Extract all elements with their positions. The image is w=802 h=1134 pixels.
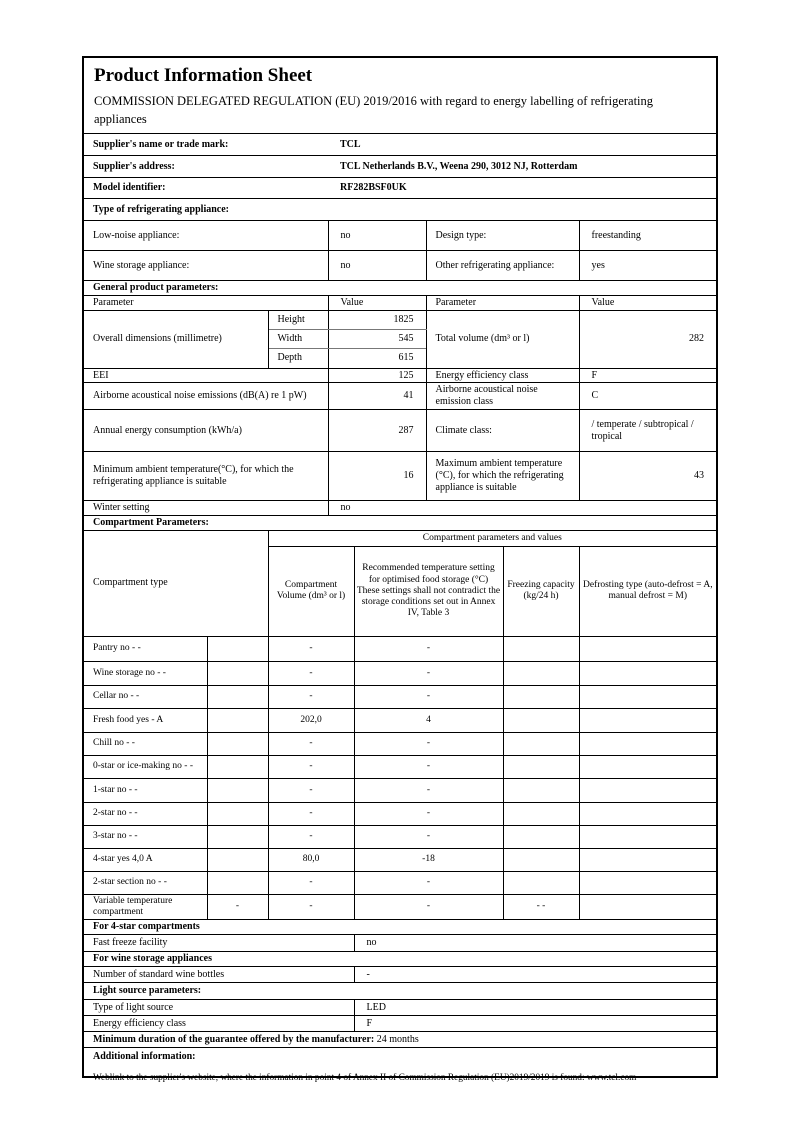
compartment-temp-cell: - bbox=[354, 685, 503, 708]
max-ambient-temp-label: Maximum ambient temperature (°C), for which the refrigerating appliance is suitable bbox=[426, 452, 579, 501]
compartment-defrost-cell bbox=[579, 778, 716, 802]
compartment-type-cell: Chill no - - bbox=[84, 732, 207, 755]
column-header-value-1: Value bbox=[328, 295, 426, 310]
compartment-type-cell: 0-star or ice-making no - - bbox=[84, 755, 207, 778]
other-appliance-label: Other refrigerating appliance: bbox=[426, 251, 579, 281]
compartment-row-4-star bbox=[84, 848, 716, 871]
compartment-row-0-star bbox=[84, 755, 716, 778]
compartment-sub-cell bbox=[207, 636, 268, 661]
compartment-defrost-cell bbox=[579, 802, 716, 825]
compartment-type-cell: 4-star yes 4,0 A bbox=[84, 848, 207, 871]
compartment-volume-cell: - bbox=[268, 755, 354, 778]
compartment-temp-cell: - bbox=[354, 825, 503, 848]
total-volume-label: Total volume (dm³ or l) bbox=[426, 310, 579, 368]
light-energy-class-label: Energy efficiency class bbox=[84, 1016, 354, 1032]
table-row bbox=[84, 935, 716, 952]
compartment-row-cellar bbox=[84, 685, 716, 708]
compartment-volume-cell: - bbox=[268, 636, 354, 661]
compartment-type-cell: Cellar no - - bbox=[84, 685, 207, 708]
guarantee-cell bbox=[84, 1032, 716, 1048]
eei-label: EEI bbox=[84, 368, 328, 383]
compartment-temp-cell: -18 bbox=[354, 848, 503, 871]
product-information-sheet bbox=[82, 56, 718, 1083]
model-identifier-label: Model identifier: bbox=[84, 178, 328, 199]
compartment-sub-cell bbox=[207, 661, 268, 685]
energy-class-label: Energy efficiency class bbox=[426, 368, 579, 383]
wine-storage-appliance-value: no bbox=[328, 251, 426, 281]
table-row bbox=[84, 983, 716, 1000]
light-energy-class-value: F bbox=[354, 1016, 716, 1032]
energy-class-value: F bbox=[579, 368, 716, 383]
compartment-volume-cell: 80,0 bbox=[268, 848, 354, 871]
compartment-freezing-header: Freezing capacity (kg/24 h) bbox=[503, 546, 579, 636]
compartment-temp-cell: - bbox=[354, 894, 503, 919]
compartment-type-cell: 1-star no - - bbox=[84, 778, 207, 802]
table-row bbox=[84, 1048, 716, 1064]
dimension-depth-label: Depth bbox=[268, 348, 328, 368]
four-star-section-heading: For 4-star compartments bbox=[84, 920, 716, 935]
noise-class-value: C bbox=[579, 383, 716, 410]
column-header-parameter-1: Parameter bbox=[84, 295, 328, 310]
wine-bottles-label: Number of standard wine bottles bbox=[84, 967, 354, 983]
compartment-defrost-cell bbox=[579, 685, 716, 708]
compartment-span-header: Compartment parameters and values bbox=[268, 530, 716, 546]
compartment-type-cell: Fresh food yes - A bbox=[84, 708, 207, 732]
compartment-type-cell: Wine storage no - - bbox=[84, 661, 207, 685]
table-row bbox=[84, 452, 716, 501]
fast-freeze-value: no bbox=[354, 935, 716, 952]
compartment-row-fresh-food bbox=[84, 708, 716, 732]
wine-storage-appliance-label: Wine storage appliance: bbox=[84, 251, 328, 281]
compartment-freezing-cell bbox=[503, 732, 579, 755]
compartment-type-cell: Variable temperature compartment bbox=[84, 894, 207, 919]
climate-class-label: Climate class: bbox=[426, 410, 579, 452]
compartment-sub-cell bbox=[207, 708, 268, 732]
compartment-freezing-cell bbox=[503, 825, 579, 848]
model-identifier-value: RF282BSF0UK bbox=[328, 178, 716, 199]
compartment-defrost-cell bbox=[579, 755, 716, 778]
compartment-defrost-cell bbox=[579, 894, 716, 919]
supplier-name-label: Supplier's name or trade mark: bbox=[84, 134, 328, 156]
table-row bbox=[84, 1016, 716, 1032]
overall-dimensions-label: Overall dimensions (millimetre) bbox=[84, 310, 268, 368]
dimension-height-label: Height bbox=[268, 310, 328, 329]
guarantee-label: Minimum duration of the guarantee offered by the manufacturer: bbox=[93, 1033, 375, 1045]
annual-energy-value: 287 bbox=[328, 410, 426, 452]
climate-class-value: / temperate / subtropical / tropical bbox=[579, 410, 716, 452]
compartment-type-cell: Pantry no - - bbox=[84, 636, 207, 661]
compartment-volume-cell: 202,0 bbox=[268, 708, 354, 732]
column-header-parameter-2: Parameter bbox=[426, 295, 579, 310]
compartment-defrost-cell bbox=[579, 661, 716, 685]
compartment-volume-cell: - bbox=[268, 685, 354, 708]
wine-section-heading: For wine storage appliances bbox=[84, 952, 716, 967]
fast-freeze-label: Fast freeze facility bbox=[84, 935, 354, 952]
compartment-freezing-cell: - - bbox=[503, 894, 579, 919]
compartment-defrost-cell bbox=[579, 636, 716, 661]
dimension-width-label: Width bbox=[268, 329, 328, 348]
low-noise-label: Low-noise appliance: bbox=[84, 221, 328, 251]
table-row bbox=[84, 952, 716, 967]
table-row bbox=[84, 530, 716, 546]
compartment-row-2-star bbox=[84, 802, 716, 825]
compartment-freezing-cell bbox=[503, 755, 579, 778]
compartment-sub-cell bbox=[207, 825, 268, 848]
table-row bbox=[84, 295, 716, 310]
compartment-sub-cell bbox=[207, 732, 268, 755]
compartment-temp-cell: - bbox=[354, 661, 503, 685]
page-title: Product Information Sheet bbox=[94, 65, 313, 86]
compartment-freezing-cell bbox=[503, 708, 579, 732]
table-row bbox=[84, 383, 716, 410]
compartment-freezing-cell bbox=[503, 848, 579, 871]
table-row bbox=[84, 178, 716, 199]
max-ambient-temp-value: 43 bbox=[579, 452, 716, 501]
table-row bbox=[84, 134, 716, 156]
table-row bbox=[84, 310, 716, 329]
wine-bottles-value: - bbox=[354, 967, 716, 983]
compartment-freezing-cell bbox=[503, 636, 579, 661]
compartment-type-header: Compartment type bbox=[84, 530, 268, 636]
supplier-address-value: TCL Netherlands B.V., Weena 290, 3012 NJ, Rotterdam bbox=[328, 156, 716, 178]
min-ambient-temp-value: 16 bbox=[328, 452, 426, 501]
compartment-freezing-cell bbox=[503, 802, 579, 825]
compartment-temp-header: Recommended temperature setting for optimised food storage (°C) These settings shall not contradict the storage conditions set out in Annex IV, Table 3 bbox=[354, 546, 503, 636]
dimension-width-value: 545 bbox=[328, 329, 426, 348]
product-info-table bbox=[84, 58, 716, 1093]
additional-info-heading: Additional information: bbox=[84, 1048, 716, 1064]
compartment-freezing-cell bbox=[503, 871, 579, 894]
compartment-sub-cell bbox=[207, 871, 268, 894]
table-row bbox=[84, 920, 716, 935]
compartment-sub-cell bbox=[207, 685, 268, 708]
supplier-address-label: Supplier's address: bbox=[84, 156, 328, 178]
table-row bbox=[84, 1064, 716, 1093]
compartment-volume-header: Compartment Volume (dm³ or l) bbox=[268, 546, 354, 636]
compartment-sub-cell bbox=[207, 802, 268, 825]
supplier-name-value: TCL bbox=[328, 134, 716, 156]
table-row bbox=[84, 368, 716, 383]
compartment-defrost-cell bbox=[579, 708, 716, 732]
general-section-heading: General product parameters: bbox=[84, 281, 716, 296]
compartment-type-cell: 2-star section no - - bbox=[84, 871, 207, 894]
compartment-defrost-cell bbox=[579, 848, 716, 871]
additional-info-weblink: Weblink to the supplier's website, where the information in point 4 of Annex II of Commission Regulation (EU)2019/2019 is found: www.tcl.com bbox=[84, 1064, 716, 1093]
compartment-sub-cell bbox=[207, 778, 268, 802]
compartment-sub-cell bbox=[207, 848, 268, 871]
table-row bbox=[84, 281, 716, 296]
compartment-temp-cell: - bbox=[354, 778, 503, 802]
compartment-defrost-cell bbox=[579, 871, 716, 894]
design-type-value: freestanding bbox=[579, 221, 716, 251]
compartment-volume-cell: - bbox=[268, 871, 354, 894]
annual-energy-label: Annual energy consumption (kWh/a) bbox=[84, 410, 328, 452]
compartment-defrost-cell bbox=[579, 732, 716, 755]
table-row bbox=[84, 251, 716, 281]
min-ambient-temp-label: Minimum ambient temperature(°C), for which the refrigerating appliance is suitable bbox=[84, 452, 328, 501]
light-source-value: LED bbox=[354, 1000, 716, 1016]
design-type-label: Design type: bbox=[426, 221, 579, 251]
compartment-row-pantry bbox=[84, 636, 716, 661]
compartment-volume-cell: - bbox=[268, 802, 354, 825]
compartment-section-heading: Compartment Parameters: bbox=[84, 515, 716, 530]
noise-emissions-value: 41 bbox=[328, 383, 426, 410]
table-row bbox=[84, 515, 716, 530]
table-row bbox=[84, 1000, 716, 1016]
light-source-label: Type of light source bbox=[84, 1000, 354, 1016]
compartment-sub-cell bbox=[207, 755, 268, 778]
table-row bbox=[84, 967, 716, 983]
compartment-row-chill bbox=[84, 732, 716, 755]
compartment-type-cell: 2-star no - - bbox=[84, 802, 207, 825]
compartment-volume-cell: - bbox=[268, 778, 354, 802]
compartment-defrost-header: Defrosting type (auto-defrost = A, manual defrost = M) bbox=[579, 546, 716, 636]
compartment-sub-cell: - bbox=[207, 894, 268, 919]
dimension-depth-value: 615 bbox=[328, 348, 426, 368]
noise-emissions-label: Airborne acoustical noise emissions (dB(A) re 1 pW) bbox=[84, 383, 328, 410]
light-section-heading: Light source parameters: bbox=[84, 983, 716, 1000]
column-header-value-2: Value bbox=[579, 295, 716, 310]
dimension-height-value: 1825 bbox=[328, 310, 426, 329]
page-subtitle: COMMISSION DELEGATED REGULATION (EU) 2019/2016 with regard to energy labelling of refrigerating appliances bbox=[94, 93, 654, 126]
compartment-freezing-cell bbox=[503, 778, 579, 802]
compartment-row-variable-temp bbox=[84, 894, 716, 919]
compartment-row-2-star-section bbox=[84, 871, 716, 894]
compartment-temp-cell: - bbox=[354, 636, 503, 661]
compartment-defrost-cell bbox=[579, 825, 716, 848]
low-noise-value: no bbox=[328, 221, 426, 251]
table-row bbox=[84, 221, 716, 251]
table-row bbox=[84, 410, 716, 452]
table-row bbox=[84, 1032, 716, 1048]
compartment-type-cell: 3-star no - - bbox=[84, 825, 207, 848]
compartment-temp-cell: - bbox=[354, 871, 503, 894]
compartment-temp-cell: 4 bbox=[354, 708, 503, 732]
compartment-volume-cell: - bbox=[268, 825, 354, 848]
compartment-row-1-star bbox=[84, 778, 716, 802]
compartment-row-wine-storage bbox=[84, 661, 716, 685]
table-row bbox=[84, 58, 716, 134]
compartment-temp-cell: - bbox=[354, 755, 503, 778]
table-row bbox=[84, 156, 716, 178]
type-section-heading: Type of refrigerating appliance: bbox=[84, 199, 716, 221]
compartment-temp-cell: - bbox=[354, 732, 503, 755]
total-volume-value: 282 bbox=[579, 310, 716, 368]
noise-class-label: Airborne acoustical noise emission class bbox=[426, 383, 579, 410]
winter-setting-value: no bbox=[328, 501, 716, 516]
table-row bbox=[84, 501, 716, 516]
compartment-freezing-cell bbox=[503, 661, 579, 685]
compartment-freezing-cell bbox=[503, 685, 579, 708]
winter-setting-label: Winter setting bbox=[84, 501, 328, 516]
compartment-volume-cell: - bbox=[268, 661, 354, 685]
eei-value: 125 bbox=[328, 368, 426, 383]
compartment-volume-cell: - bbox=[268, 732, 354, 755]
compartment-temp-cell: - bbox=[354, 802, 503, 825]
compartment-volume-cell: - bbox=[268, 894, 354, 919]
header-cell bbox=[84, 58, 716, 134]
other-appliance-value: yes bbox=[579, 251, 716, 281]
guarantee-value: 24 months bbox=[376, 1033, 419, 1045]
table-row bbox=[84, 199, 716, 221]
compartment-row-3-star bbox=[84, 825, 716, 848]
